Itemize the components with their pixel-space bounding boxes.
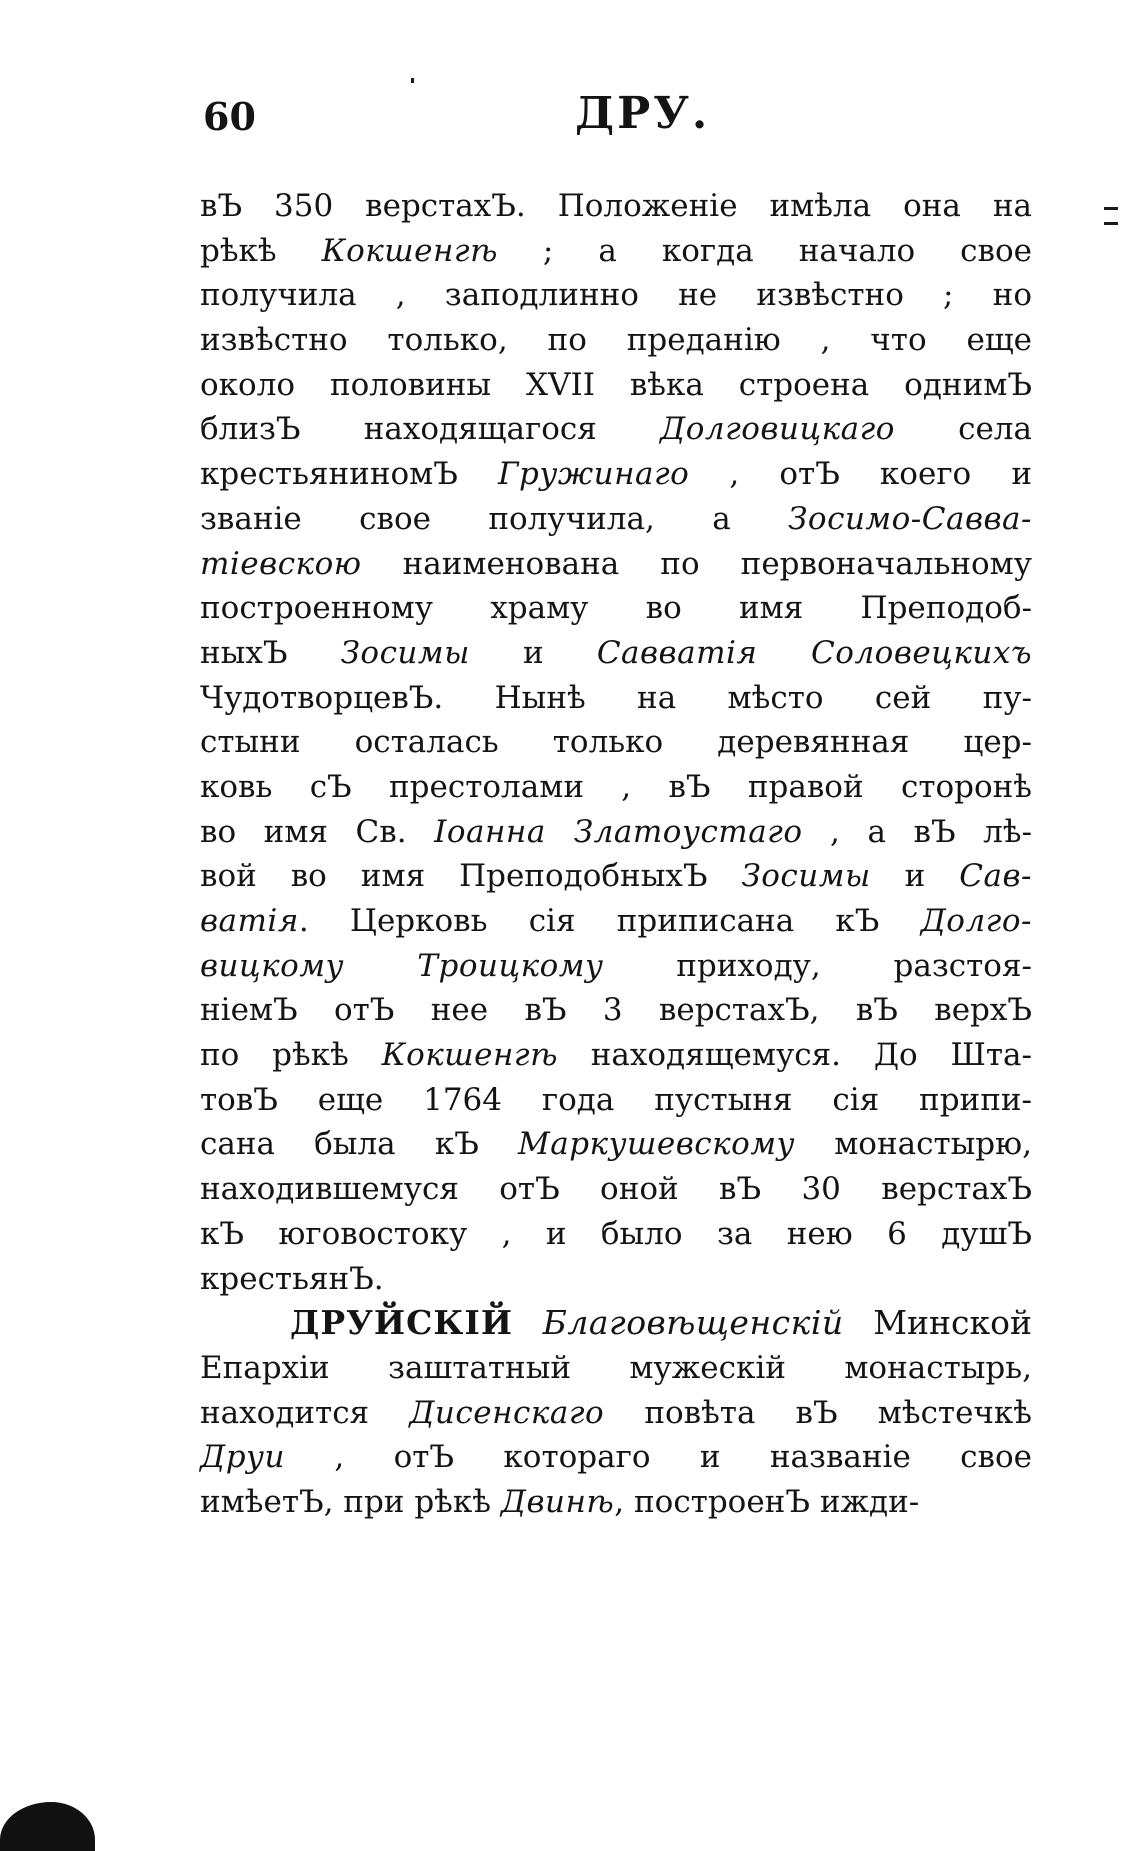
text-line: Епархіи заштатный мужескій монастырь, bbox=[200, 1349, 1032, 1386]
text-line: во имя Св. Іоанна Златоустаго , а вЪ лѣ- bbox=[200, 813, 1032, 850]
text-line: рѣкѣ Кокшенгѣ ; а когда начало свое bbox=[200, 232, 1032, 269]
margin-mark bbox=[1104, 222, 1118, 225]
text-line: ЧудотворцевЪ. Нынѣ на мѣсто сей пу- bbox=[200, 679, 1032, 716]
text-line: стыни осталась только деревянная цер- bbox=[200, 724, 1032, 761]
text-line: имѣетЪ, при рѣкѣ Двинѣ, построенЪ ижди- bbox=[200, 1483, 920, 1520]
page-number: 60 bbox=[203, 94, 256, 139]
text-line: близЪ находящагося Долговицкаго села bbox=[200, 411, 1032, 448]
text-line: ДРУЙСКІЙ Благовѣщенскій Минской bbox=[290, 1303, 1032, 1343]
margin-mark bbox=[1104, 207, 1118, 210]
body-text bbox=[200, 184, 1032, 1525]
text-line: тіевскою наименована по первоначальному bbox=[200, 545, 1032, 582]
text-line: ковь сЪ престолами , вЪ правой сторонѣ bbox=[200, 768, 1032, 805]
text-line: вЪ 350 верстахЪ. Положеніе имѣла она на bbox=[200, 188, 1032, 224]
text-line: кЪ юговостоку , и было за нею 6 душЪ bbox=[200, 1215, 1032, 1252]
text-line: вицкому Троицкому приходу, разстоя- bbox=[200, 947, 1032, 984]
text-line: Друи , отЪ котораго и названіе свое bbox=[200, 1439, 1032, 1476]
running-head: ДРУ. bbox=[575, 88, 711, 139]
text-line: званіе свое получила, а Зосимо-Савва- bbox=[200, 500, 1032, 537]
text-line: ватія. Церковь сія приписана кЪ Долго- bbox=[200, 903, 1032, 939]
text-line: крестьяниномЪ Гружинаго , отЪ коего и bbox=[200, 456, 1032, 493]
ink-speck bbox=[411, 78, 414, 83]
text-line: сана была кЪ Маркушевскому монастырю, bbox=[200, 1126, 1032, 1163]
text-line: построенному храму во имя Преподоб- bbox=[200, 590, 1032, 627]
text-line: ныхЪ Зосимы и Савватія Соловецкихъ bbox=[200, 634, 1032, 671]
text-line: находившемуся отЪ оной вЪ 30 верстахЪ bbox=[200, 1171, 1032, 1208]
ink-blot bbox=[0, 1802, 95, 1851]
text-line: ніемЪ отЪ нее вЪ 3 верстахЪ, вЪ верхЪ bbox=[200, 992, 1032, 1029]
text-line: находится Дисенскаго повѣта вЪ мѣстечкѣ bbox=[200, 1394, 1032, 1431]
text-line: товЪ еще 1764 года пустыня сія припи- bbox=[200, 1081, 1032, 1118]
text-line: около половины XVII вѣка строена однимЪ bbox=[200, 366, 1032, 403]
text-line: крестьянЪ. bbox=[200, 1260, 384, 1297]
text-line: вой во имя ПреподобныхЪ Зосимы и Сав- bbox=[200, 858, 1032, 895]
text-line: получила , заподлинно не извѣстно ; но bbox=[200, 277, 1032, 314]
text-line: по рѣкѣ Кокшенгѣ находящемуся. До Шта- bbox=[200, 1037, 1033, 1074]
text-line: извѣстно только, по преданію , что еще bbox=[200, 322, 1032, 359]
